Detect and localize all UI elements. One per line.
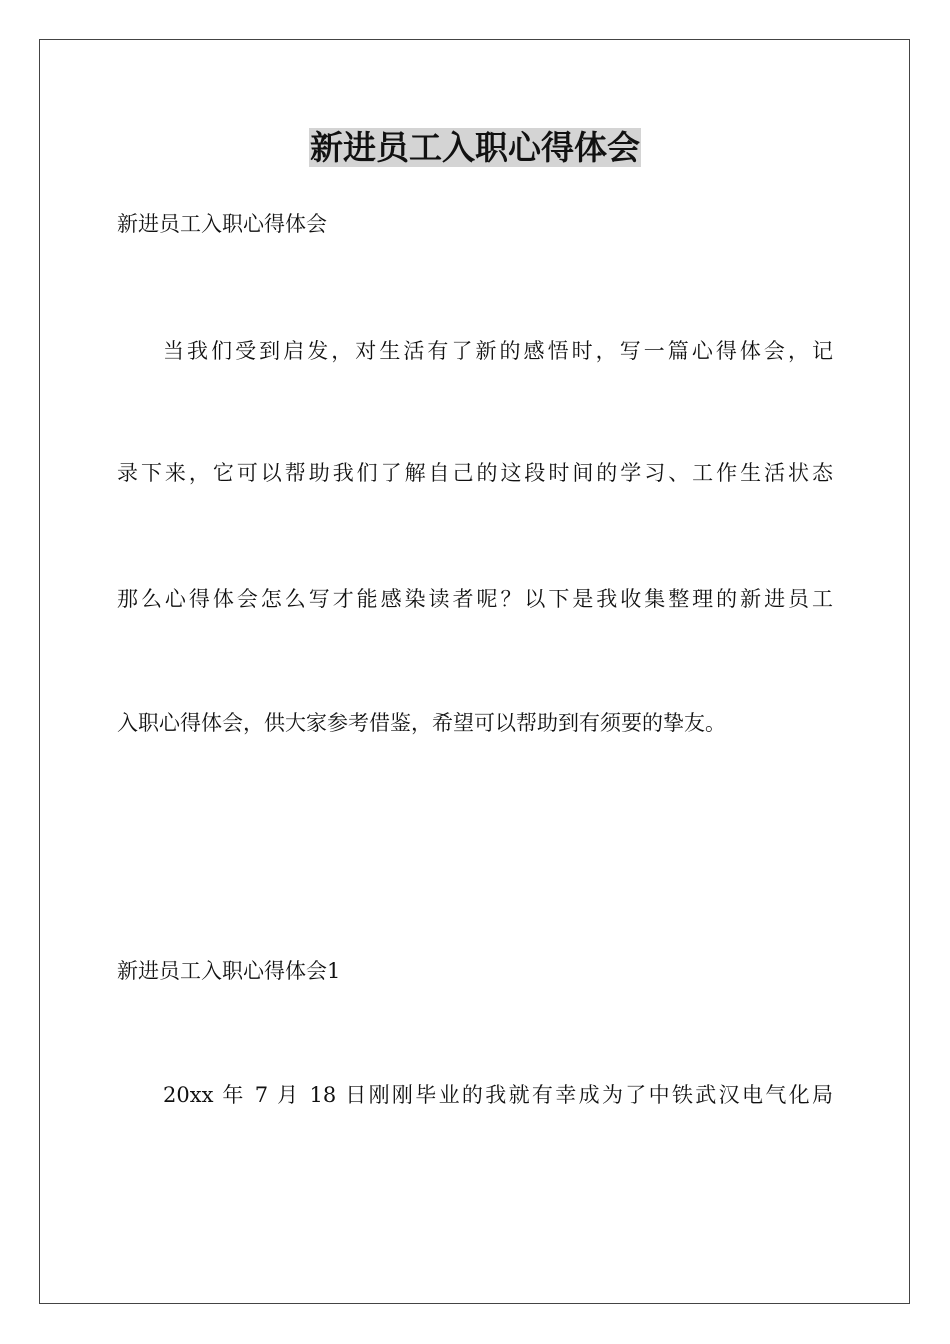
section-first-line: 20xx 年 7 月 18 日刚刚毕业的我就有幸成为了中铁武汉电气化局 xyxy=(163,1083,833,1107)
intro-line-4: 入职心得体会，供大家参考借鉴，希望可以帮助到有须要的挚友。 xyxy=(117,711,726,735)
section-heading: 新进员工入职心得体会1 xyxy=(117,959,341,983)
document-title xyxy=(0,126,950,170)
intro-line-2: 录下来，它可以帮助我们了解自己的这段时间的学习、工作生活状态 xyxy=(117,461,833,485)
document-title-text: 新进员工入职心得体会 xyxy=(310,128,640,167)
intro-line-1: 当我们受到启发，对生活有了新的感悟时，写一篇心得体会，记 xyxy=(163,339,833,363)
intro-line-3: 那么心得体会怎么写才能感染读者呢？以下是我收集整理的新进员工 xyxy=(117,587,833,611)
document-subtitle: 新进员工入职心得体会 xyxy=(117,212,327,236)
